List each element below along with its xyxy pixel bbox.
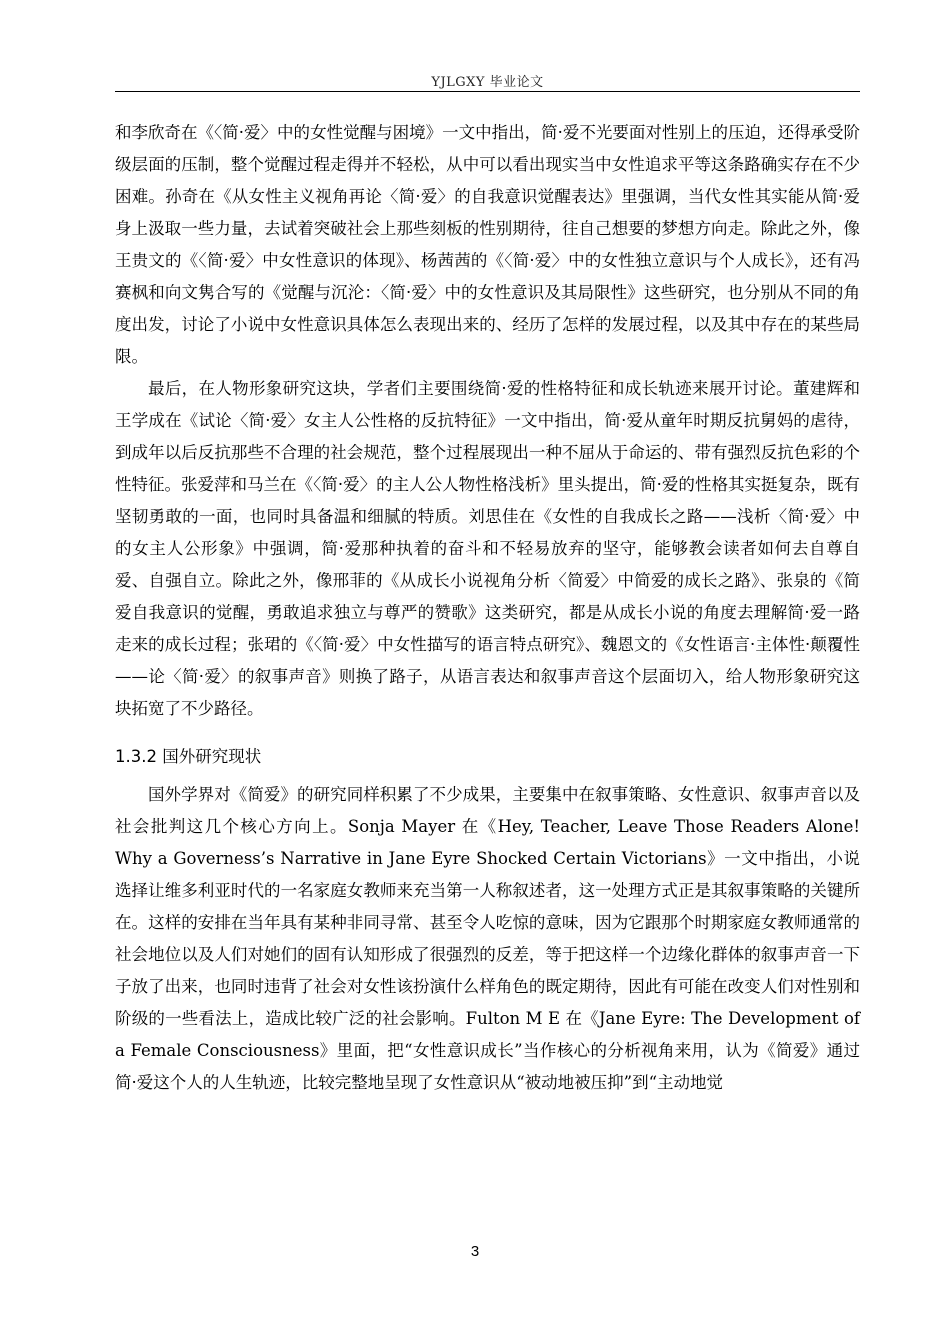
section-heading-foreign-research: 1.3.2 国外研究现状: [115, 747, 262, 766]
header-rule: [115, 91, 860, 92]
body-text: [115, 117, 860, 1099]
paragraph-character-image-research: 最后，在人物形象研究这块，学者们主要围绕简·爱的性格特征和成长轨迹来展开讨论。董建辉和王学成在《试论〈简·爱〉女主人公性格的反抗特征》一文中指出，简·爱从童年时期反抗舅妈的虐待，到成年以后反抗那些不合理的社会规范，整个过程展现出一种不屈从于命运的、带有强烈反抗色彩的个性特征。张爱萍和马兰在《〈简·爱〉的主人公人物性格浅析》里头提出，简·爱的性格其实挺复杂，既有坚韧勇敢的一面，也同时具备温和细腻的特质。刘思佳在《女性的自我成长之路——浅析〈简·爱〉中的女主人公形象》中强调，简·爱那种执着的奋斗和不轻易放弃的坚守，能够教会读者如何去自尊自爱、自强自立。除此之外，像邢菲的《从成长小说视角分析〈简爱〉中简爱的成长之路》、张泉的《简爱自我意识的觉醒，勇敢追求独立与尊严的赞歌》这类研究，都是从成长小说的角度去理解简·爱一路走来的成长过程；张珺的《〈简·爱〉中女性描写的语言特点研究》、魏恩文的《女性语言·主体性·颠覆性——论〈简·爱〉的叙事声音》则换了路子，从语言表达和叙事声音这个层面切入，给人物形象研究这块拓宽了不少路径。: [115, 379, 860, 718]
paragraph-foreign-research: 国外学界对《简爱》的研究同样积累了不少成果，主要集中在叙事策略、女性意识、叙事声音以及社会批判这几个核心方向上。Sonja Mayer 在《Hey, Teacher, Leave Those Readers Alone! Why a Governess’s Narrative in Jane Eyre Shocked Certain Victorians》一文中指出，小说选择让维多利亚时代的一名家庭女教师来充当第一人称叙述者，这一处理方式正是其叙事策略的关键所在。这样的安排在当年具有某种非同寻常、甚至令人吃惊的意味，因为它跟那个时期家庭女教师通常的社会地位以及人们对她们的固有认知形成了很强烈的反差，等于把这样一个边缘化群体的叙事声音一下子放了出来，也同时违背了社会对女性该扮演什么样角色的既定期待，因此有可能在改变人们对性别和阶级的一些看法上，造成比较广泛的社会影响。Fulton M E 在《Jane Eyre: The Development of a Female Consciousness》里面，把“女性意识成长”当作核心的分析视角来用，认为《简爱》通过简·爱这个人的人生轨迹，比较完整地呈现了女性意识从“被动地被压抑”到“主动地觉: [115, 785, 860, 1092]
page-number: 3: [470, 1243, 480, 1260]
paragraph-chinese-research-women-awareness: 和李欣奇在《〈简·爱〉中的女性觉醒与困境》一文中指出，简·爱不光要面对性别上的压迫，还得承受阶级层面的压制，整个觉醒过程走得并不轻松，从中可以看出现实当中女性追求平等这条路确实存在不少困难。孙奇在《从女性主义视角再论〈简·爱〉的自我意识觉醒表达》里强调，当代女性其实能从简·爱身上汲取一些力量，去试着突破社会上那些刻板的性别期待，往自己想要的梦想方向走。除此之外，像王贵文的《〈简·爱〉中女性意识的体现》、杨茜茜的《〈简·爱〉中的女性独立意识与个人成长》，还有冯赛枫和向文隽合写的《觉醒与沉沦：〈简·爱〉中的女性意识及其局限性》这些研究，也分别从不同的角度出发，讨论了小说中女性意识具体怎么表现出来的、经历了怎样的发展过程，以及其中存在的某些局限。: [115, 123, 860, 366]
running-header: YJLGXY 毕业论文: [431, 75, 544, 90]
